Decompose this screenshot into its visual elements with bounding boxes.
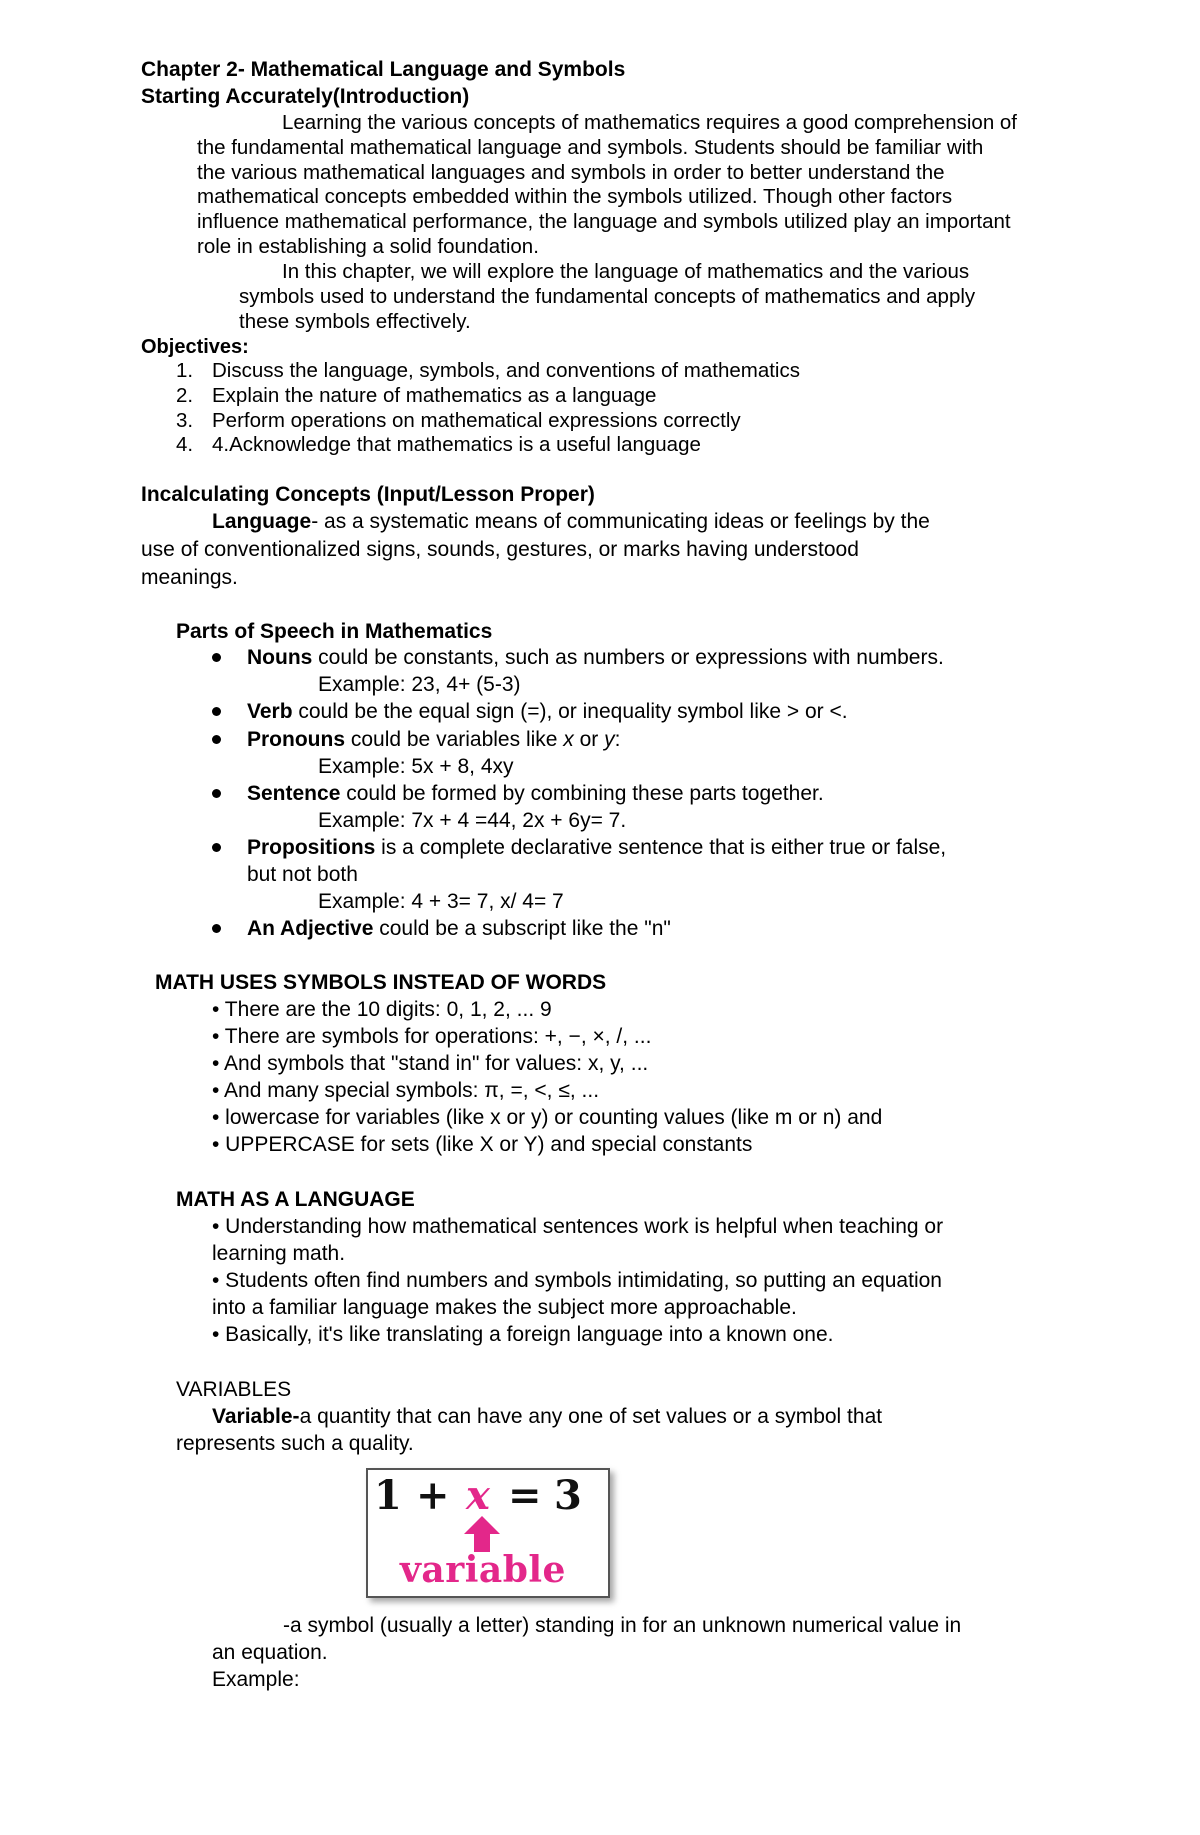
intro-p1-line: influence mathematical performance, the language and symbols utilized play an important xyxy=(197,210,1011,234)
nouns-example: Example: 23, 4+ (5-3) xyxy=(318,673,521,696)
equation-x: x xyxy=(466,1472,490,1519)
variable-description-line-2: an equation. xyxy=(212,1641,328,1664)
language-term: Language xyxy=(212,510,312,533)
sentence-item: Sentence could be formed by combining these parts together. xyxy=(247,782,824,805)
chapter-title: Chapter 2- Mathematical Language and Symbols xyxy=(141,58,626,81)
bullet-icon xyxy=(212,707,221,716)
up-arrow-icon xyxy=(462,1514,502,1554)
variables-heading: VARIABLES xyxy=(176,1378,292,1401)
objective-item: 4. 4.Acknowledge that mathematics is a useful language xyxy=(176,433,701,457)
symbols-item: • And many special symbols: π, =, <, ≤, ... xyxy=(212,1079,600,1102)
intro-p1-line: role in establishing a solid foundation. xyxy=(197,234,539,258)
equation-equals: = xyxy=(508,1472,542,1519)
intro-p1-line: the various mathematical languages and symbols in order to better understand the xyxy=(197,160,945,184)
equation-three: 3 xyxy=(554,1472,582,1519)
language-definition-line-1: Language- as a systematic means of communicating ideas or feelings by the xyxy=(212,510,930,533)
intro-p1-line: the fundamental mathematical language and symbols. Students should be familiar with xyxy=(197,135,984,159)
pronouns-item: Pronouns could be variables like x or y: xyxy=(247,728,621,751)
pronouns-example: Example: 5x + 8, 4xy xyxy=(318,755,514,778)
objective-item: 3. Perform operations on mathematical expressions correctly xyxy=(176,408,741,432)
intro-p2-line: these symbols effectively. xyxy=(239,309,471,333)
symbols-item: • There are the 10 digits: 0, 1, 2, ... 9 xyxy=(212,998,552,1021)
objective-item: 2. Explain the nature of mathematics as a language xyxy=(176,383,657,407)
parts-of-speech-heading: Parts of Speech in Mathematics xyxy=(176,620,493,643)
math-language-line: • Basically, it's like translating a foreign language into a known one. xyxy=(212,1323,834,1346)
math-language-line: learning math. xyxy=(212,1242,346,1265)
variable-definition-line-1: Variable-a quantity that can have any one of set values or a symbol that xyxy=(212,1405,883,1428)
objectives-heading: Objectives: xyxy=(141,336,249,358)
math-language-line: into a familiar language makes the subject more approachable. xyxy=(212,1296,797,1319)
symbols-item: • And symbols that "stand in" for values: x, y, ... xyxy=(212,1052,649,1075)
language-definition-line-3: meanings. xyxy=(141,566,238,589)
symbols-item: • There are symbols for operations: +, −, ×, /, ... xyxy=(212,1025,652,1048)
propositions-item: Propositions is a complete declarative sentence that is either true or false, xyxy=(247,836,947,859)
nouns-item: Nouns could be constants, such as numbers or expressions with numbers. xyxy=(247,646,944,669)
symbols-item: • UPPERCASE for sets (like X or Y) and special constants xyxy=(212,1133,753,1156)
symbols-heading: MATH USES SYMBOLS INSTEAD OF WORDS xyxy=(155,971,607,994)
bullet-icon xyxy=(212,843,221,852)
propositions-item-cont: but not both xyxy=(247,863,358,886)
variable-example-label: Example: xyxy=(212,1668,300,1691)
bullet-icon xyxy=(212,653,221,662)
intro-p1-line: mathematical concepts embedded within the symbols utilized. Though other factors xyxy=(197,185,953,209)
symbols-item: • lowercase for variables (like x or y) or counting values (like m or n) and xyxy=(212,1106,883,1129)
equation-one: 1 xyxy=(374,1472,402,1519)
variable-illustration xyxy=(366,1468,610,1598)
variable-definition-line-2: represents such a quality. xyxy=(176,1432,414,1455)
verb-item: Verb could be the equal sign (=), or inequality symbol like > or <. xyxy=(247,700,848,723)
sentence-example: Example: 7x + 4 =44, 2x + 6y= 7. xyxy=(318,809,627,832)
intro-paragraph-2 xyxy=(239,260,975,334)
objectives-list xyxy=(176,359,800,458)
intro-p1-line: Learning the various concepts of mathematics requires a good comprehension of xyxy=(282,111,1018,134)
bullet-icon xyxy=(212,735,221,744)
math-language-line: • Understanding how mathematical sentences work is helpful when teaching or xyxy=(212,1215,944,1238)
variable-label: variable xyxy=(400,1549,566,1591)
language-definition-line-2: use of conventionalized signs, sounds, gestures, or marks having understood xyxy=(141,538,859,561)
intro-paragraph-1 xyxy=(197,111,1017,260)
variable-description-line-1: -a symbol (usually a letter) standing in for an unknown numerical value in xyxy=(283,1614,962,1637)
math-language-heading: MATH AS A LANGUAGE xyxy=(176,1188,415,1211)
bullet-icon xyxy=(212,924,221,933)
intro-p2-line: In this chapter, we will explore the language of mathematics and the various xyxy=(282,260,970,283)
bullet-icon xyxy=(212,789,221,798)
intro-heading: Starting Accurately(Introduction) xyxy=(141,85,470,108)
propositions-example: Example: 4 + 3= 7, x/ 4= 7 xyxy=(318,890,564,913)
adjective-item: An Adjective could be a subscript like the "n" xyxy=(247,917,671,940)
intro-p2-line: symbols used to understand the fundamental concepts of mathematics and apply xyxy=(239,284,976,308)
equation-plus: + xyxy=(416,1472,450,1519)
objective-item: 1. Discuss the language, symbols, and conventions of mathematics xyxy=(176,359,800,382)
math-language-line: • Students often find numbers and symbols intimidating, so putting an equation xyxy=(212,1269,942,1292)
lesson-heading: Incalculating Concepts (Input/Lesson Proper) xyxy=(141,483,595,506)
